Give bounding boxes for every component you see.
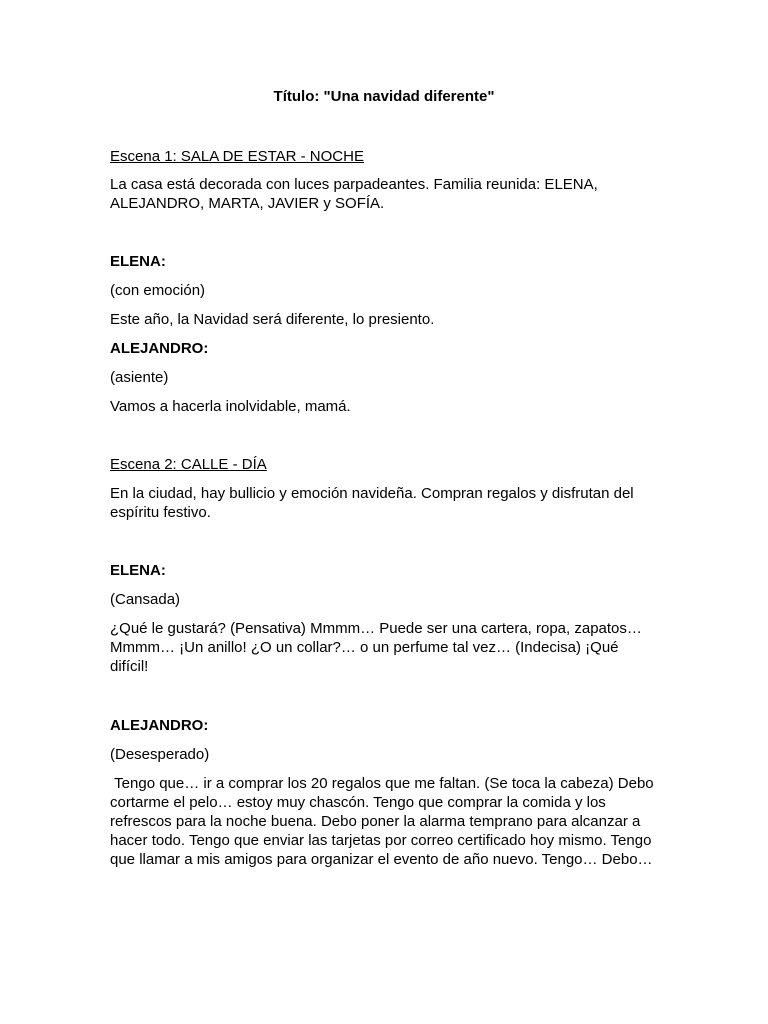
scene-description: En la ciudad, hay bullicio y emoción navideña. Compran regalos y disfrutan del espíritu festivo. — [110, 485, 634, 521]
stage-direction: (Desesperado) — [110, 746, 210, 763]
dialogue-line: Este año, la Navidad será diferente, lo presiento. — [110, 311, 435, 328]
stage-direction: (con emoción) — [110, 282, 206, 299]
speaker-name: ELENA: — [110, 253, 166, 270]
scene-description: La casa está decorada con luces parpadeantes. Familia reunida: ELENA, ALEJANDRO, MARTA, JAVIER y SOFÍA. — [110, 176, 598, 212]
document-title: Título: "Una navidad diferente" — [273, 88, 495, 105]
dialogue-line: ¿Qué le gustará? (Pensativa) Mmmm… Puede ser una cartera, ropa, zapatos… Mmmm… ¡Un anillo! ¿O un collar?… o un perfume tal vez… (Indecisa) ¡Qué difícil! — [110, 620, 642, 675]
stage-direction: (Cansada) — [110, 591, 181, 608]
scene-heading: Escena 2: CALLE - DÍA — [110, 456, 267, 473]
dialogue-line: Tengo que… ir a comprar los 20 regalos que me faltan. (Se toca la cabeza) Debo cortarme el pelo… estoy muy chascón. Tengo que comprar la comida y los refrescos para la noche buena. Debo poner la alarma temprano para alcanzar a hacer todo. Tengo que enviar las tarjetas por correo certificado hoy mismo. Tengo que llamar a mis amigos para organizar el evento de año nuevo. Tengo… Debo… — [110, 775, 658, 868]
speaker-name: ELENA: — [110, 562, 166, 579]
scene-heading: Escena 1: SALA DE ESTAR - NOCHE — [110, 148, 364, 165]
speaker-name: ALEJANDRO: — [110, 717, 209, 734]
speaker-name: ALEJANDRO: — [110, 340, 209, 357]
stage-direction: (asiente) — [110, 369, 169, 386]
dialogue-line: Vamos a hacerla inolvidable, mamá. — [110, 398, 351, 415]
